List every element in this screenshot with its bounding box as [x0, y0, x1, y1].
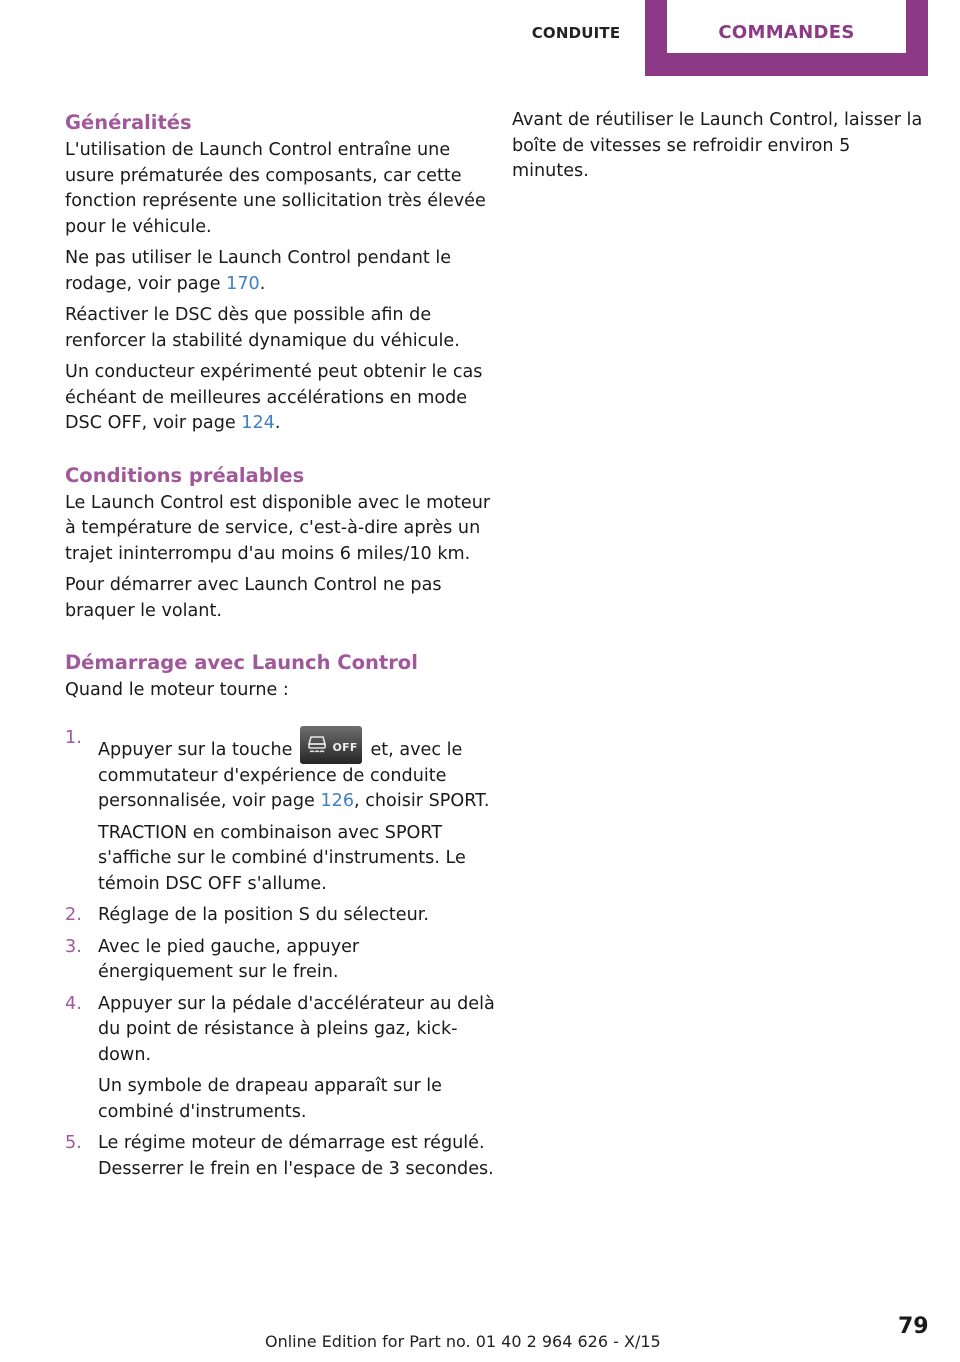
dsc-traction-icon	[306, 733, 328, 755]
heading-demarrage: Démarrage avec Launch Control	[65, 651, 418, 674]
step-text: Réglage de la position S du sélecteur.	[98, 905, 429, 925]
paragraph: Le Launch Control est disponible avec le moteur à température de service, c'est-à-dire après un trajet ininterrompu d'au moins 6 miles/10 km.	[65, 492, 491, 564]
list-item	[65, 935, 495, 986]
paragraph-text: .	[274, 413, 281, 433]
paragraph	[65, 360, 495, 437]
page-reference-link[interactable]: 126	[320, 791, 355, 811]
step-number: 3.	[65, 936, 82, 957]
step-number: 1.	[65, 727, 82, 748]
step-text: Le régime moteur de démarrage est régulé. Desserrer le frein en l'espace de 3 secondes.	[98, 1133, 494, 1179]
step-number: 2.	[65, 905, 82, 925]
list-item	[65, 992, 495, 1126]
list-item	[65, 726, 495, 898]
step-number: 5.	[65, 1133, 82, 1153]
step-text: et, avec le commutateur d'expérience de conduite personnalisée, voir page	[98, 739, 463, 811]
page-number: 79	[898, 1314, 929, 1339]
step-text: , choisir SPORT.	[354, 791, 490, 811]
heading-conditions: Conditions préalables	[65, 463, 305, 487]
paragraph-text: .	[259, 273, 266, 294]
dsc-off-button-image	[300, 726, 362, 764]
right-column	[512, 108, 932, 191]
paragraph: L'utilisation de Launch Control entraîne une usure prématurée des composants, car cette fonction représente une sollicitation très élevée pour le véhicule.	[65, 140, 486, 237]
paragraph: Pour démarrer avec Launch Control ne pas braquer le volant.	[65, 575, 442, 621]
left-column	[65, 108, 495, 1188]
heading-generalites: Généralités	[65, 111, 192, 134]
chapter-tab-label: COMMANDES	[667, 0, 906, 53]
chapter-tab[interactable]	[645, 0, 928, 76]
paragraph-text: Ne pas utiliser le Launch Control pendant le rodage, voir page	[65, 248, 452, 294]
footer-edition: Online Edition for Part no. 01 40 2 964 626 - X/15	[265, 1332, 661, 1351]
section-tab[interactable]: CONDUITE	[531, 24, 621, 42]
steps-list	[65, 726, 495, 1183]
list-item	[65, 1131, 495, 1182]
page-reference-link[interactable]: 124	[241, 413, 275, 433]
step-text: Appuyer sur la touche	[98, 739, 293, 760]
header-tabs	[0, 0, 960, 80]
paragraph-text: Un conducteur expérimenté peut obtenir le cas échéant de meilleures accélérations en mode DSC OFF, voir page	[65, 362, 483, 433]
step-note: Un symbole de drapeau apparaît sur le combiné d'instruments.	[98, 1076, 443, 1122]
paragraph: Avant de réutiliser le Launch Control, laisser la boîte de vitesses se refroidir environ 5 minutes.	[512, 110, 923, 181]
step-text: Avec le pied gauche, appuyer énergiquement sur le frein.	[98, 936, 360, 982]
page-reference-link[interactable]: 170	[226, 273, 260, 294]
step-text: Appuyer sur la pédale d'accélérateur au delà du point de résistance à pleins gaz, kick-down.	[98, 993, 495, 1065]
step-number: 4.	[65, 993, 82, 1014]
paragraph: Réactiver le DSC dès que possible afin de renforcer la stabilité dynamique du véhicule.	[65, 305, 460, 351]
paragraph	[65, 246, 495, 297]
step-note: TRACTION en combinaison avec SPORT s'affiche sur le combiné d'instruments. Le témoin DSC OFF s'allume.	[98, 822, 466, 894]
button-off-label: OFF	[332, 740, 358, 754]
paragraph: Quand le moteur tourne :	[65, 680, 289, 700]
list-item	[65, 903, 495, 929]
